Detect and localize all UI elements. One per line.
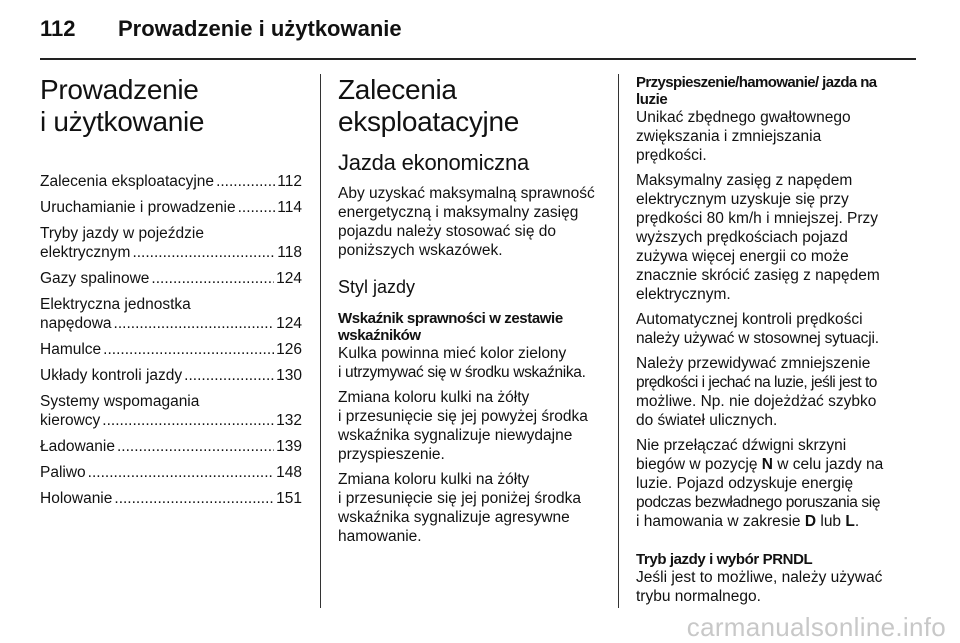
toc-entry[interactable]: Systemy wspomagania kierowcy ..... 132 — [40, 392, 302, 430]
continuation-column — [636, 74, 904, 612]
column-divider — [618, 74, 619, 608]
paragraph: Należy przewidywać zmniejszenie prędkości i jechać na luzie, jeśli jest to możliwe. Np. nie dojeżdżać szybko do świateł ulicznych. — [636, 355, 877, 429]
paragraph: Kulka powinna mieć kolor zielony i utrzymywać się w środku wskaźnika. — [338, 345, 586, 381]
paragraph: Zmiana koloru kulki na żółty i przesunięcie się jej poniżej środka wskaźnika sygnalizuje agresywne hamowanie. — [338, 471, 581, 545]
subsection-heading: Styl jazdy — [338, 277, 416, 297]
intro-paragraph: Aby uzyskać maksymalną sprawność energetyczną i maksymalny zasięg pojazdu należy stosować się do poniższych wskazówek. — [338, 185, 595, 259]
toc-entry[interactable]: Holowanie ..... 151 — [40, 489, 302, 508]
chapter-title: Prowadzenie i użytkowanie — [40, 74, 205, 137]
paragraph: Nie przełączać dźwigni skrzyni biegów w pozycję N w celu jazdy na luzie. Pojazd odzyskuje energię podczas bezwładnego poruszania się i hamowania w zakresie D lub L. — [636, 437, 884, 530]
paragraph-heading: Przyspieszenie/hamowanie/ jazda na luzie — [636, 74, 877, 108]
watermark: carmanualsonline.info — [686, 612, 946, 642]
page-header — [40, 16, 916, 60]
toc-entry[interactable]: Paliwo ..... 148 — [40, 463, 302, 482]
paragraph: Zmiana koloru kulki na żółty i przesunięcie się jej powyżej środka wskaźnika sygnalizuje niewydajne przyspieszenie. — [338, 389, 588, 463]
column-divider — [320, 74, 321, 608]
toc-entry[interactable]: Hamulce ..... 126 — [40, 340, 302, 359]
page-number: 112 — [40, 16, 76, 41]
toc-entry[interactable]: Tryby jazdy w pojeździe elektrycznym ..... 118 — [40, 224, 302, 262]
paragraph: Maksymalny zasięg z napędem elektrycznym uzyskuje się przy prędkości 80 km/h i mniejszej. Przy wyższych prędkościach pojazd zużywa więcej energii co może znacznie skrócić zasięg z napędem elektrycznym. — [636, 172, 880, 303]
toc-entry[interactable]: Elektryczna jednostka napędowa ..... 124 — [40, 295, 302, 333]
chapter-toc-column — [40, 74, 302, 515]
toc-entry[interactable]: Układy kontroli jazdy ..... 130 — [40, 366, 302, 385]
toc-entry[interactable]: Uruchamianie i prowadzenie ..... 114 — [40, 198, 302, 217]
table-of-contents — [40, 172, 302, 508]
section-title: Zalecenia eksploatacyjne — [338, 74, 520, 137]
paragraph: Automatycznej kontroli prędkości należy używać w stosownej sytuacji. — [636, 311, 879, 347]
section-column — [338, 74, 600, 552]
running-title: Prowadzenie i użytkowanie — [118, 16, 402, 41]
toc-entry[interactable]: Ładowanie ..... 139 — [40, 437, 302, 456]
subsection-title: Jazda ekonomiczna — [338, 150, 530, 175]
toc-entry[interactable]: Gazy spalinowe ..... 124 — [40, 269, 302, 288]
paragraph-heading: Tryb jazdy i wybór PRNDL — [636, 551, 813, 568]
paragraph-heading: Wskaźnik sprawności w zestawie wskaźników — [338, 310, 563, 344]
paragraph: Jeśli jest to możliwe, należy używać trybu normalnego. — [636, 569, 883, 605]
toc-entry[interactable]: Zalecenia eksploatacyjne ..... 112 — [40, 172, 302, 191]
paragraph: Unikać zbędnego gwałtownego zwiększania i zmniejszania prędkości. — [636, 109, 851, 164]
